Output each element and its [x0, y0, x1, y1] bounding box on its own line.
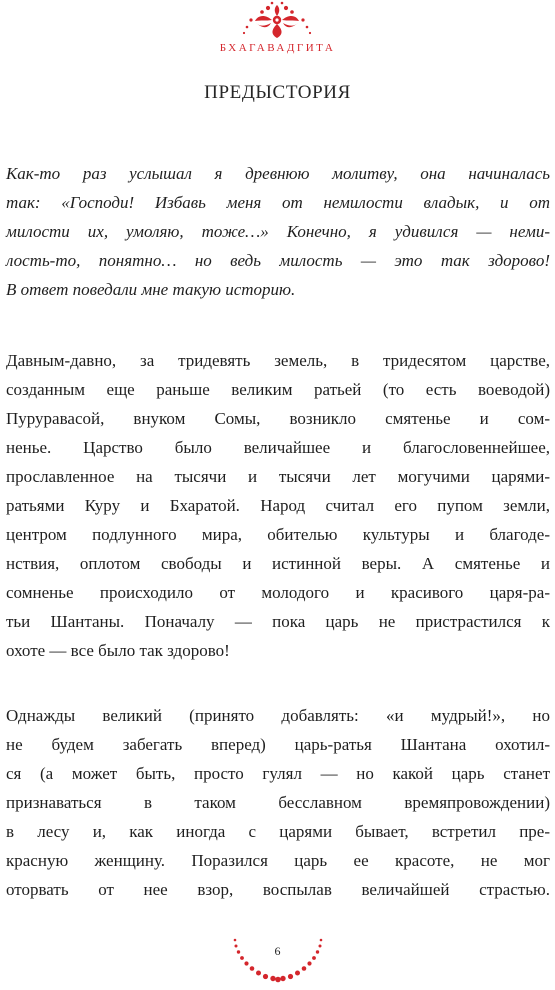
epigraph-line: лость-то, понятно… но ведь милость — это так здорово!	[6, 251, 550, 270]
text-line: оторвать от нее взор, воспылав величайшей страстью.	[6, 880, 550, 899]
text-line: не будем забегать вперед) царь-ратья Шантана охотил-	[6, 735, 550, 754]
text-line: Давным-давно, за тридевять земель, в тридесятом царстве,	[6, 351, 550, 370]
text-line: признаваться в таком бесславном времяпровождении)	[6, 793, 550, 812]
epigraph-line: так: «Господи! Избавь меня от немилости владык, и от	[6, 193, 550, 212]
text-line: Пуруравасой, внуком Сомы, возникло смятенье и сом-	[6, 409, 550, 428]
text-line: тьи Шантаны. Поначалу — пока царь не пристрастился к	[6, 612, 550, 631]
chapter-title: ПРЕДЫСТОРИЯ	[204, 82, 351, 103]
text-line: нствия, оплотом свободы и истинной веры. А смятенье и	[6, 554, 550, 573]
text-line: ся (а может быть, просто гулял — но какой царь станет	[6, 764, 550, 783]
text-line: ратьями Куру и Бхаратой. Народ считал его пупом земли,	[6, 496, 550, 515]
body-paragraph	[6, 701, 550, 904]
epigraph-line: Как-то раз услышал я древнюю молитву, она начиналась	[6, 164, 550, 183]
page-number: 6	[274, 944, 281, 958]
body-paragraph	[6, 346, 550, 665]
text-line: сомненье происходило от молодого и красивого царя-ра-	[6, 583, 550, 602]
floral-ornament-icon	[239, 0, 315, 40]
text-line: ненье. Царство было величайшее и благословеннейшее,	[6, 438, 550, 457]
epigraph-line: милости их, умоляю, тоже…» Конечно, я удивился — неми-	[6, 222, 550, 241]
running-head: БХАГАВАДГИТА	[219, 42, 336, 54]
epigraph	[6, 159, 550, 304]
text-line: прославленное на тысячи и тысячи лет могучими царями-	[6, 467, 550, 486]
text-line: созданным еще раньше великим ратьей (то есть воеводой)	[6, 380, 550, 399]
text-line: красную женщину. Поразился царь ее красоте, не мог	[6, 851, 550, 870]
epigraph-line: В ответ поведали мне такую историю.	[6, 280, 296, 299]
text-line: центром подлунного мира, обителью культуры и благоде-	[6, 525, 550, 544]
text-line: в лесу и, как иногда с царями бывает, встретил пре-	[6, 822, 550, 841]
text-line: Однажды великий (принято добавлять: «и мудрый!», но	[6, 706, 550, 725]
text-line: охоте — все было так здорово!	[6, 641, 230, 660]
